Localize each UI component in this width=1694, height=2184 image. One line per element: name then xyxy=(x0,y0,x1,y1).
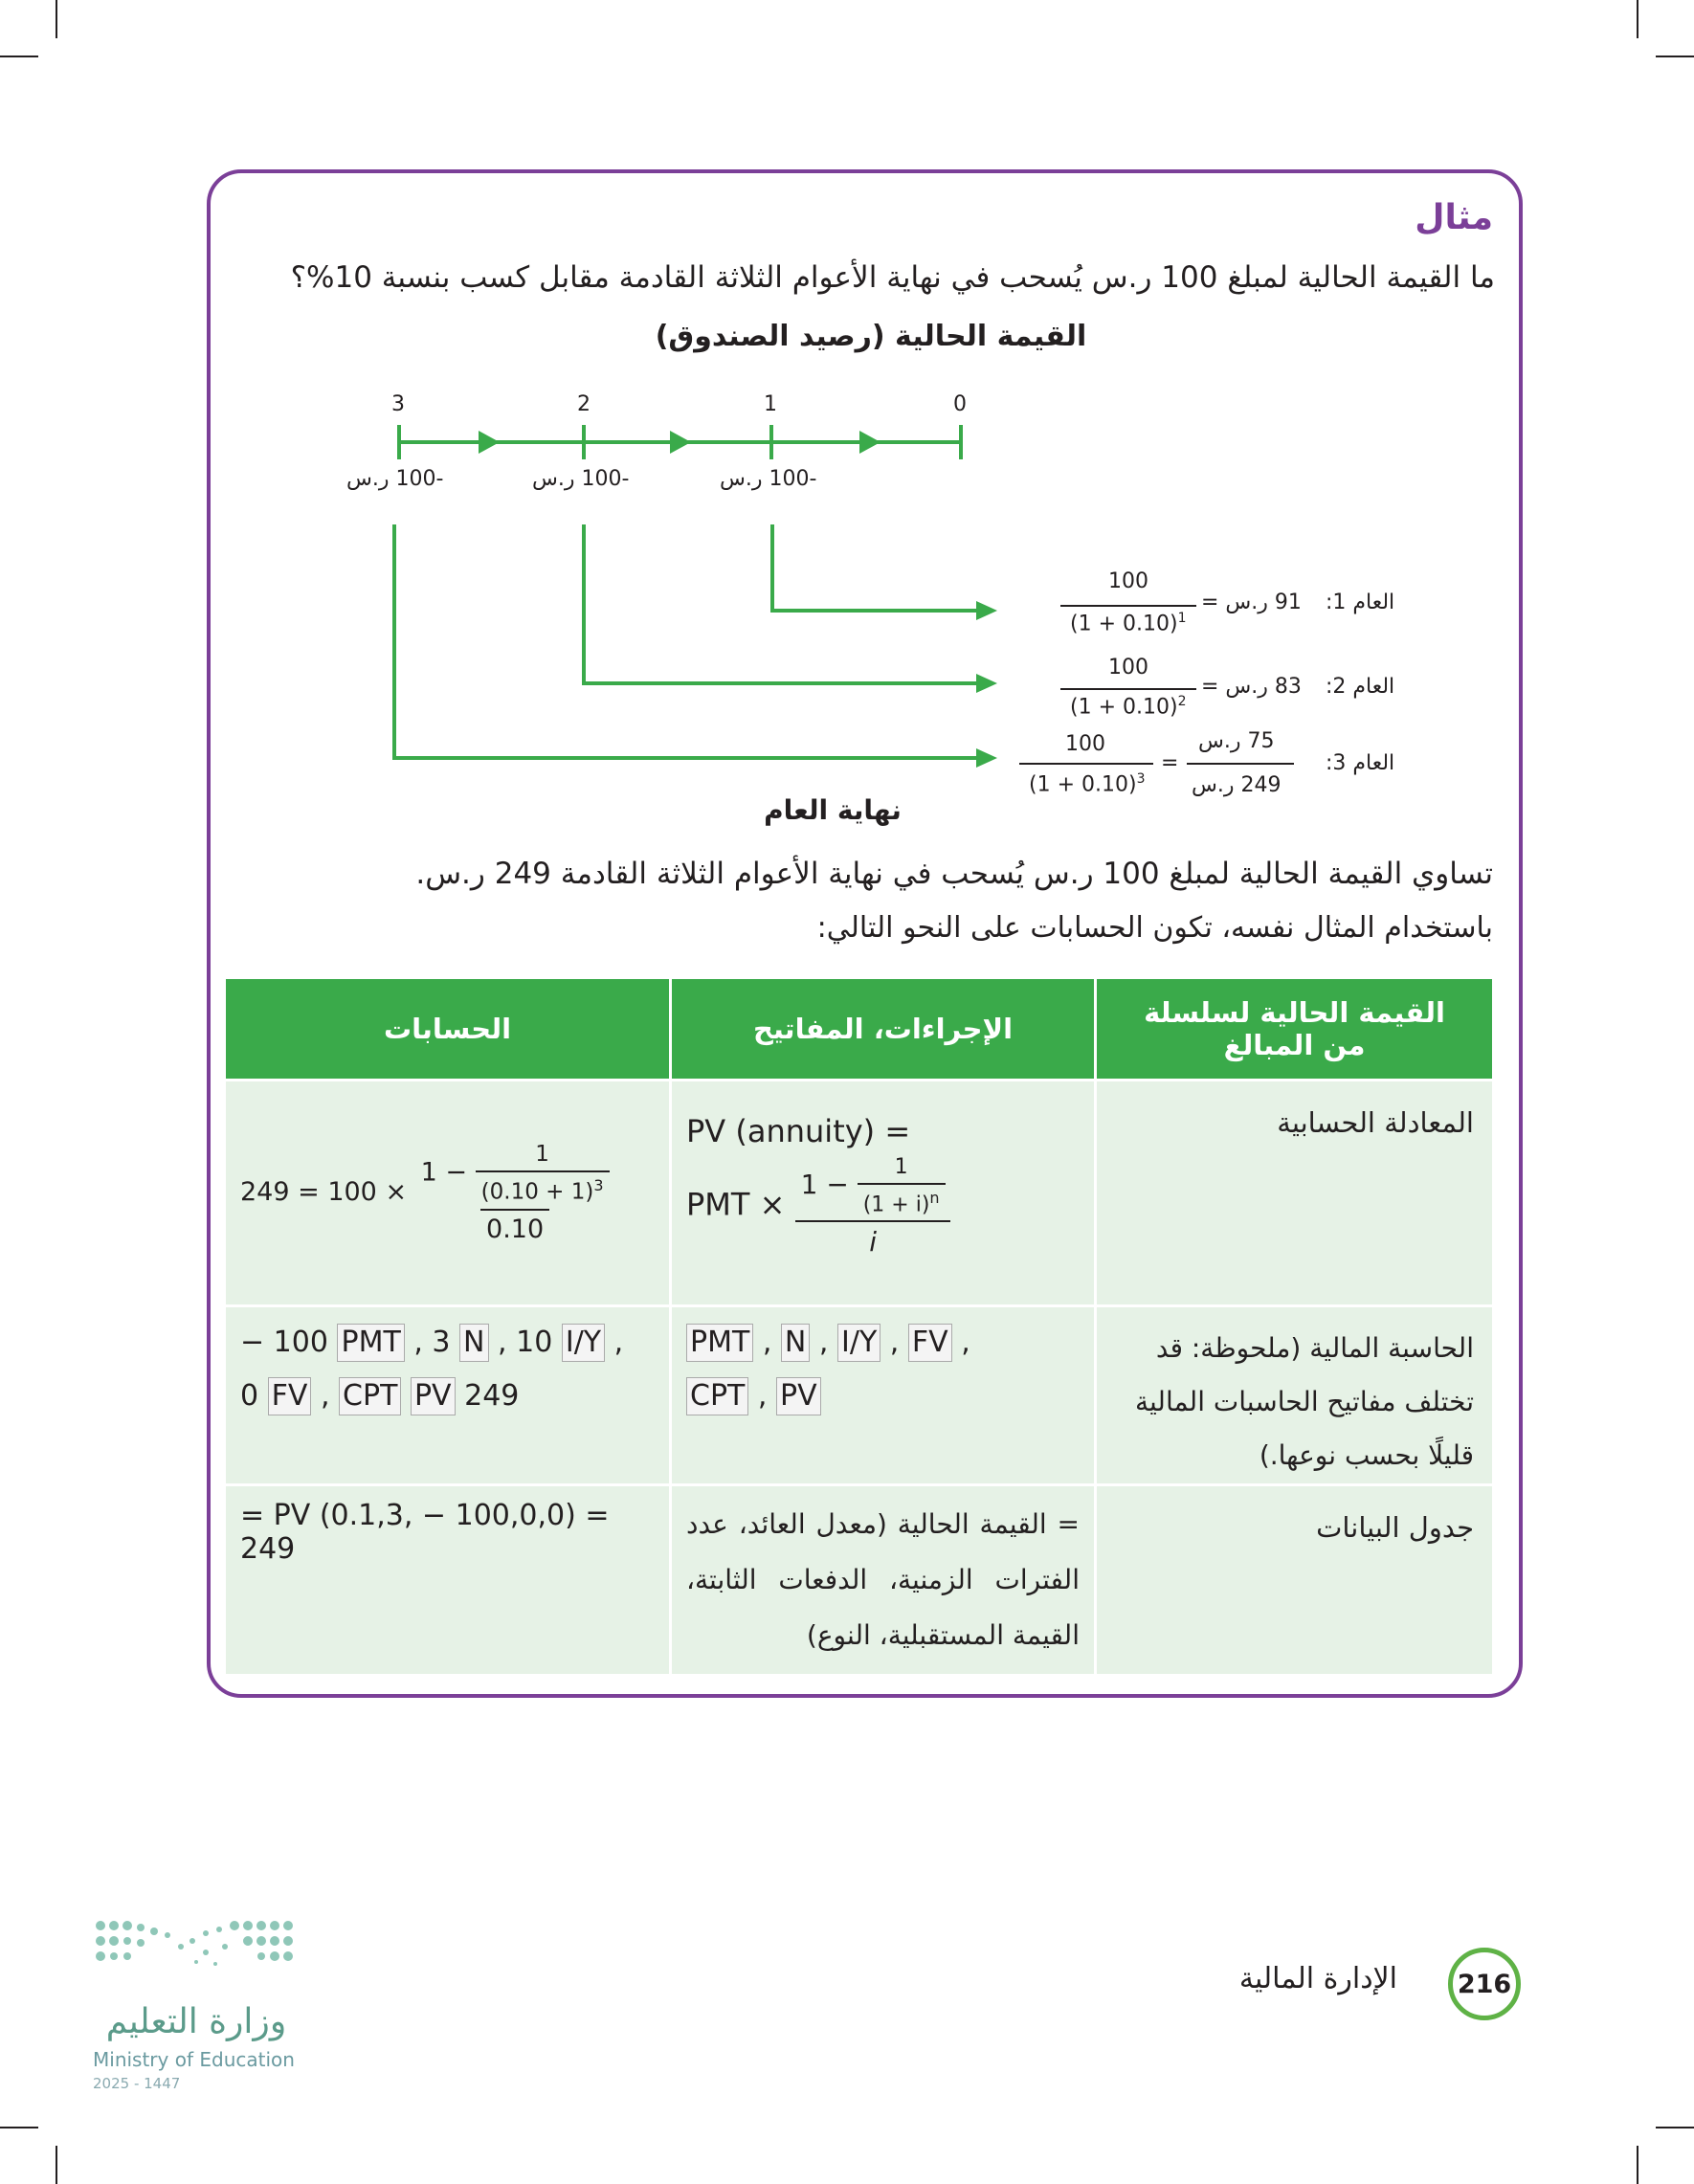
connector-arrowhead xyxy=(976,674,997,693)
calc-one-minus: 1 − xyxy=(420,1157,468,1188)
period-label: 2 xyxy=(577,392,591,416)
crop-mark xyxy=(1656,2127,1694,2128)
calc-inner-num: 1 xyxy=(535,1142,549,1168)
n-key: N xyxy=(459,1324,488,1362)
year1-label: العام 1: xyxy=(1326,591,1395,614)
payment-label: -100 ر.س xyxy=(720,467,817,491)
year2-power: 2 xyxy=(1177,694,1187,709)
formula-head: PV (annuity) = xyxy=(686,1113,911,1149)
n-key: N xyxy=(781,1324,810,1362)
year3-total: 249 ر.س xyxy=(1192,773,1282,797)
row1-calc-cell xyxy=(225,1081,671,1306)
period-label: 3 xyxy=(391,392,405,416)
table-row xyxy=(225,1306,1494,1485)
row2-keys-cell xyxy=(671,1306,1096,1485)
calc-value: 10 xyxy=(516,1326,553,1359)
crop-mark xyxy=(56,2146,57,2184)
row2-calc-keys: − 100 PMT , 3 N , 10 I/Y , 0 FV , CPT PV 249 xyxy=(227,1308,668,1431)
row1-calc-formula xyxy=(227,1142,668,1244)
formula-inner-num: 1 xyxy=(894,1155,908,1179)
pv-formula xyxy=(673,1082,1093,1258)
row2-key-list: PMT , N , I/Y , FV , CPT , PV xyxy=(673,1308,1093,1431)
period-label: 1 xyxy=(764,392,777,416)
row1-formula-cell xyxy=(671,1081,1096,1306)
year3-power: 3 xyxy=(1136,771,1146,787)
year1-value: 91 ر.س = xyxy=(1201,591,1302,614)
row3-calc-cell xyxy=(225,1485,671,1676)
table-row xyxy=(225,1485,1494,1676)
payment-label: -100 ر.س xyxy=(346,467,444,491)
calc-value: 0 xyxy=(240,1379,259,1413)
timeline-diagram xyxy=(0,0,1694,861)
year2-numerator: 100 xyxy=(1108,656,1148,680)
formula-inner-base: (1 + i) xyxy=(862,1192,930,1217)
pv-key: PV xyxy=(776,1377,821,1415)
row3-label-cell xyxy=(1096,1485,1494,1676)
year2-label: العام 2: xyxy=(1326,675,1395,699)
row3-calc: = PV (0.1,3, − 100,0,0) = 249 xyxy=(240,1499,610,1566)
table-row xyxy=(225,1081,1494,1306)
iy-key: I/Y xyxy=(562,1324,605,1362)
row1-label: المعادلة الحسابية xyxy=(1277,1106,1474,1139)
logo-year: 2025 - 1447 xyxy=(93,2075,181,2092)
pv-key: PV xyxy=(411,1377,456,1415)
year1-denominator xyxy=(1070,611,1187,635)
calc-fraction xyxy=(415,1142,615,1244)
year2-value: 83 ر.س = xyxy=(1201,675,1302,699)
connector-arrowhead xyxy=(976,601,997,620)
payment-label: -100 ر.س xyxy=(532,467,630,491)
diagram-subheading: القيمة الحالية (رصيد الصندوق) xyxy=(655,320,1087,353)
row2-label: الحاسبة المالية (ملحوظة: قد تختلف مفاتيح الحاسبات المالية قليلًا بحسب نوعها.) xyxy=(1134,1332,1474,1471)
table-header-row xyxy=(225,978,1494,1081)
pmt-key: PMT xyxy=(337,1324,404,1362)
calc-inner-exp: 3 xyxy=(593,1176,604,1195)
crop-mark xyxy=(1637,2146,1638,2184)
calc-denominator: 0.10 xyxy=(480,1209,549,1244)
cpt-key: CPT xyxy=(686,1377,748,1415)
calc-inner-fraction xyxy=(476,1142,610,1205)
example-question: ما القيمة الحالية لمبلغ 100 ر.س يُسحب في نهاية الأعوام الثلاثة القادمة مقابل كسب بنسبة 10%؟ xyxy=(290,260,1495,295)
row2-calc-cell xyxy=(225,1306,671,1485)
connector-year2 xyxy=(584,524,986,683)
example-title: مثال xyxy=(1415,198,1493,237)
formula-inner-exp: n xyxy=(929,1189,940,1207)
year3-denominator-base: (1 + 0.10) xyxy=(1029,772,1137,797)
end-of-year-label: نهاية العام xyxy=(764,794,902,826)
header-procedures: الإجراءات، المفاتيح xyxy=(671,978,1096,1081)
period-label: 0 xyxy=(953,392,967,416)
formula-denominator: i xyxy=(795,1220,950,1258)
calc-result: 249 xyxy=(464,1379,520,1413)
crop-mark xyxy=(0,2127,38,2128)
formula-fraction xyxy=(795,1155,951,1258)
row3-procedure: = القيمة الحالية (معدل العائد، عدد الفترات الزمنية، الدفعات الثابتة، القيمة المستقبلية، النوع) xyxy=(686,1508,1080,1651)
intro-text: باستخدام المثال نفسه، تكون الحسابات على النحو التالي: xyxy=(816,911,1493,945)
formula-pmt: PMT × xyxy=(686,1186,786,1223)
year2-denominator-base: (1 + 0.10) xyxy=(1070,695,1178,720)
timeline-arrow xyxy=(670,431,691,454)
year3-label: العام 3: xyxy=(1326,751,1395,775)
ministry-logo-dots xyxy=(91,1914,311,2000)
year3-numerator: 100 xyxy=(1065,732,1105,756)
year1-denominator-base: (1 + 0.10) xyxy=(1070,612,1178,636)
connector-year3 xyxy=(394,524,986,758)
year2-denominator xyxy=(1070,694,1187,719)
header-pv-series: القيمة الحالية لسلسلة من المبالغ xyxy=(1096,978,1494,1081)
connector-arrowhead xyxy=(976,748,997,768)
timeline-arrow xyxy=(859,431,880,454)
year1-numerator: 100 xyxy=(1108,569,1148,593)
calc-lhs: 249 = 100 × xyxy=(240,1177,408,1207)
calc-value: − 100 xyxy=(240,1326,328,1359)
pmt-key: PMT xyxy=(686,1324,753,1362)
year3-denominator xyxy=(1029,771,1146,796)
timeline-arrow xyxy=(479,431,500,454)
connector-year1 xyxy=(772,524,986,611)
logo-arabic-text: وزارة التعليم xyxy=(105,2002,287,2041)
summary-text: تساوي القيمة الحالية لمبلغ 100 ر.س يُسحب في نهاية الأعوام الثلاثة القادمة 249 ر.س. xyxy=(415,857,1493,891)
calculation-table xyxy=(223,976,1495,1677)
page-number: 216 xyxy=(1448,1948,1521,2020)
row2-label-cell xyxy=(1096,1306,1494,1485)
iy-key: I/Y xyxy=(837,1324,880,1362)
header-calculations: الحسابات xyxy=(225,978,671,1081)
row3-procedure-cell xyxy=(671,1485,1096,1676)
year1-power: 1 xyxy=(1177,611,1187,626)
logo-english-text: Ministry of Education xyxy=(93,2048,295,2071)
formula-one-minus: 1 − xyxy=(800,1169,849,1201)
formula-inner-fraction xyxy=(858,1155,946,1216)
cpt-key: CPT xyxy=(339,1377,401,1415)
row1-label-cell xyxy=(1096,1081,1494,1306)
year3-value: 75 ر.س xyxy=(1198,729,1275,753)
fv-key: FV xyxy=(268,1377,312,1415)
year3-equals: = xyxy=(1161,751,1179,775)
row3-label: جدول البيانات xyxy=(1316,1511,1474,1544)
fv-key: FV xyxy=(908,1324,952,1362)
calc-value: 3 xyxy=(432,1326,451,1359)
chapter-title: الإدارة المالية xyxy=(1238,1962,1397,1995)
calc-inner-base: (0.10 + 1) xyxy=(480,1179,594,1205)
